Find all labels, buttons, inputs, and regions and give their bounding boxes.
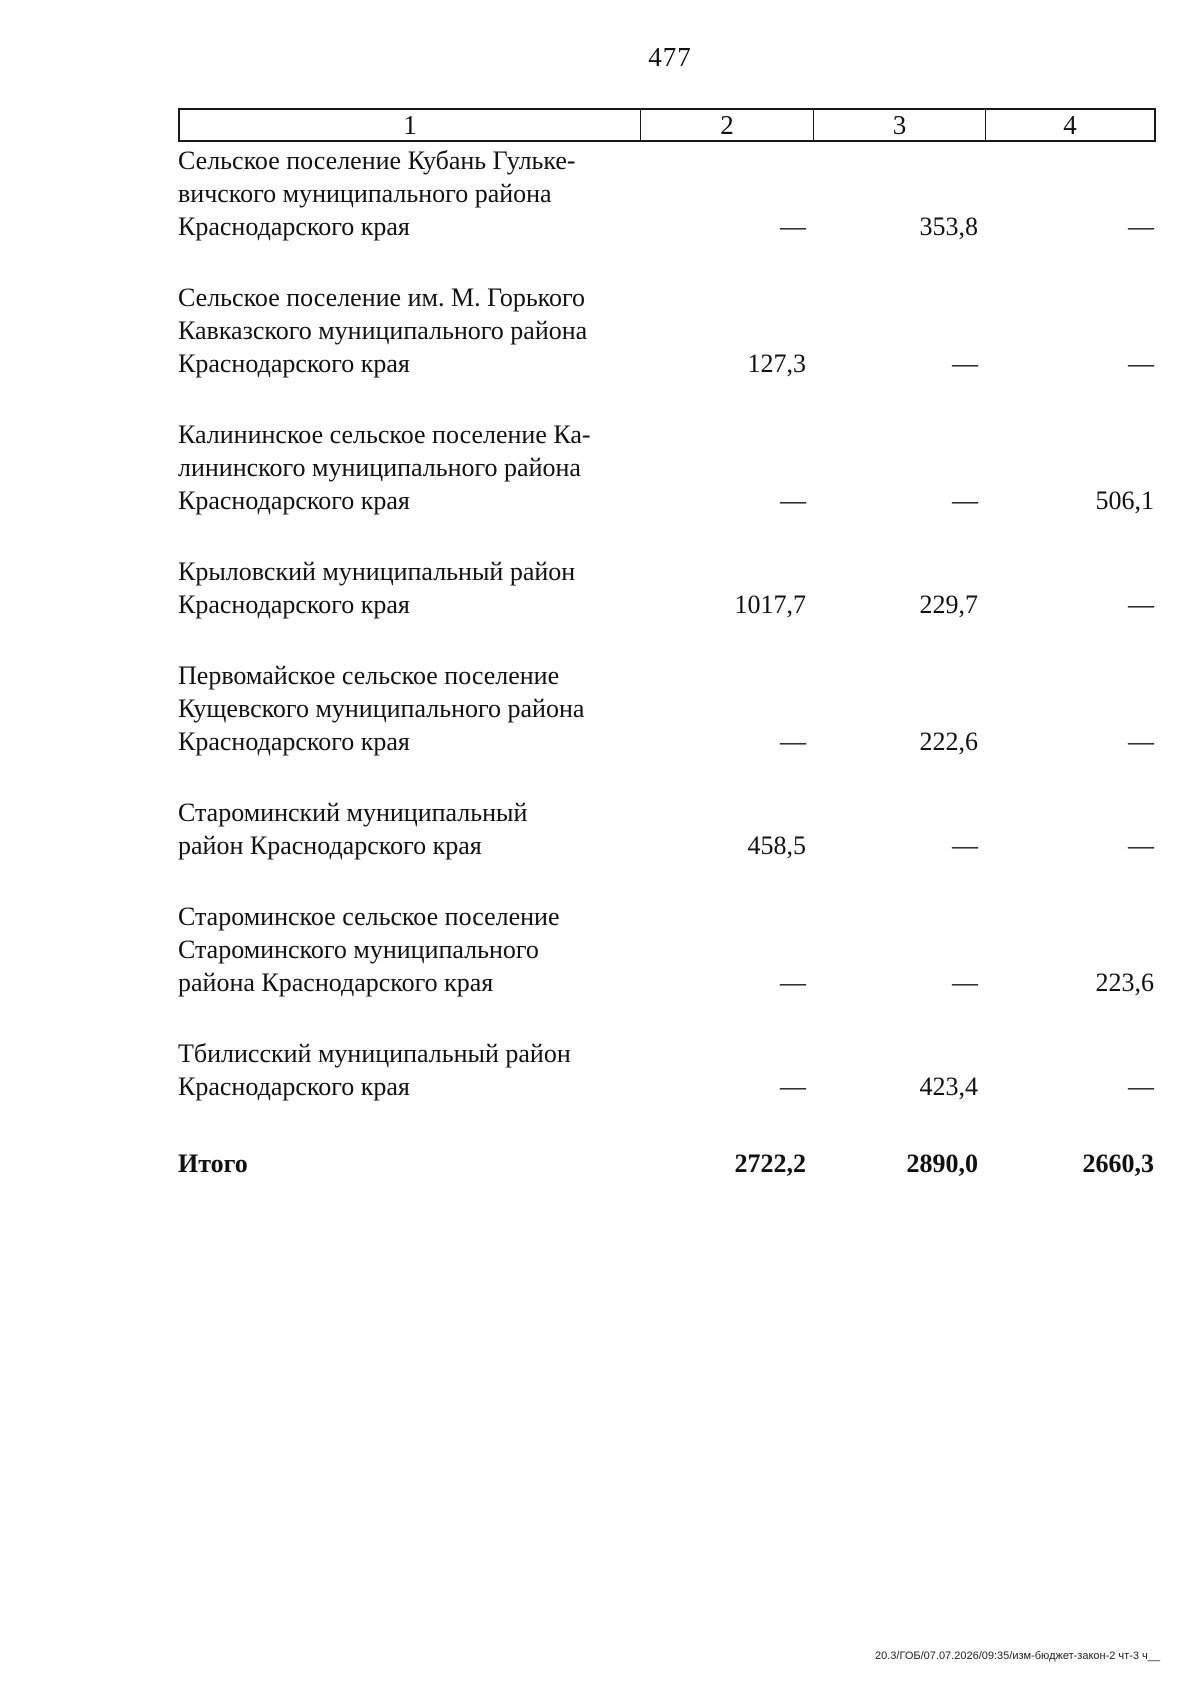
row-value-col4: — (1128, 1072, 1154, 1101)
row-value-col2: — (780, 968, 806, 997)
row-value-col3: — (952, 349, 978, 378)
total-col2: 2722,2 (734, 1149, 806, 1178)
row-value-col4: — (1128, 349, 1154, 378)
row-value-col4: — (1128, 831, 1154, 860)
header-cell-3: 3 (814, 110, 986, 140)
row-name: Староминское сельское поселение Староминского муниципального района Краснодарского края (178, 902, 560, 997)
row-value-col2: 458,5 (747, 831, 806, 860)
table-row (178, 555, 1156, 621)
row-value-col3: 229,7 (919, 590, 978, 619)
row-value-col3: 353,8 (919, 212, 978, 241)
row-name: Тбилисский муниципальный район Краснодарского края (178, 1039, 571, 1101)
table-row (178, 900, 1156, 999)
row-value-col3: — (952, 486, 978, 515)
row-name: Калининское сельское поселение Ка- лининского муниципального района Краснодарского края (178, 420, 591, 515)
table-row (178, 281, 1156, 380)
row-value-col2: — (780, 486, 806, 515)
row-name: Крыловский муниципальный район Краснодарского края (178, 557, 576, 619)
row-value-col2: — (780, 1072, 806, 1101)
header-cell-2: 2 (641, 110, 814, 140)
row-value-col3: — (952, 831, 978, 860)
row-name: Староминский муниципальный район Краснодарского края (178, 798, 528, 860)
table-body (178, 144, 1156, 1180)
row-value-col3: 423,4 (919, 1072, 978, 1101)
row-value-col4: 223,6 (1095, 968, 1154, 997)
row-value-col2: — (780, 212, 806, 241)
table-row (178, 144, 1156, 243)
row-name: Сельское поселение им. М. Горького Кавказского муниципального района Краснодарского края (178, 283, 588, 378)
row-value-col2: 1017,7 (734, 590, 806, 619)
row-value-col4: — (1128, 727, 1154, 756)
row-value-col4: 506,1 (1095, 486, 1154, 515)
row-name: Первомайское сельское поселение Кущевского муниципального района Краснодарского края (178, 661, 585, 756)
total-label: Итого (178, 1149, 248, 1178)
table-row (178, 418, 1156, 517)
row-value-col3: 222,6 (919, 727, 978, 756)
total-col3: 2890,0 (906, 1149, 978, 1178)
page-number: 477 (648, 42, 692, 72)
table-row (178, 659, 1156, 758)
header-cell-4: 4 (1063, 109, 1077, 140)
row-value-col2: — (780, 727, 806, 756)
table-header (178, 108, 1156, 142)
row-value-col3: — (952, 968, 978, 997)
row-value-col2: 127,3 (747, 349, 806, 378)
total-col4: 2660,3 (1082, 1149, 1154, 1178)
row-value-col4: — (1128, 590, 1154, 619)
header-cell-1: 1 (180, 110, 641, 140)
row-name: Сельское поселение Кубань Гульке- вичского муниципального района Краснодарского края (178, 146, 576, 241)
total-row (178, 1147, 1156, 1180)
document-footer-code: 20.3/ГОБ/07.07.2026/09:35/изм-бюджет-закон-2 чт-3 ч__ (875, 1650, 1160, 1662)
table-row (178, 796, 1156, 862)
row-value-col4: — (1128, 212, 1154, 241)
table-row (178, 1037, 1156, 1103)
